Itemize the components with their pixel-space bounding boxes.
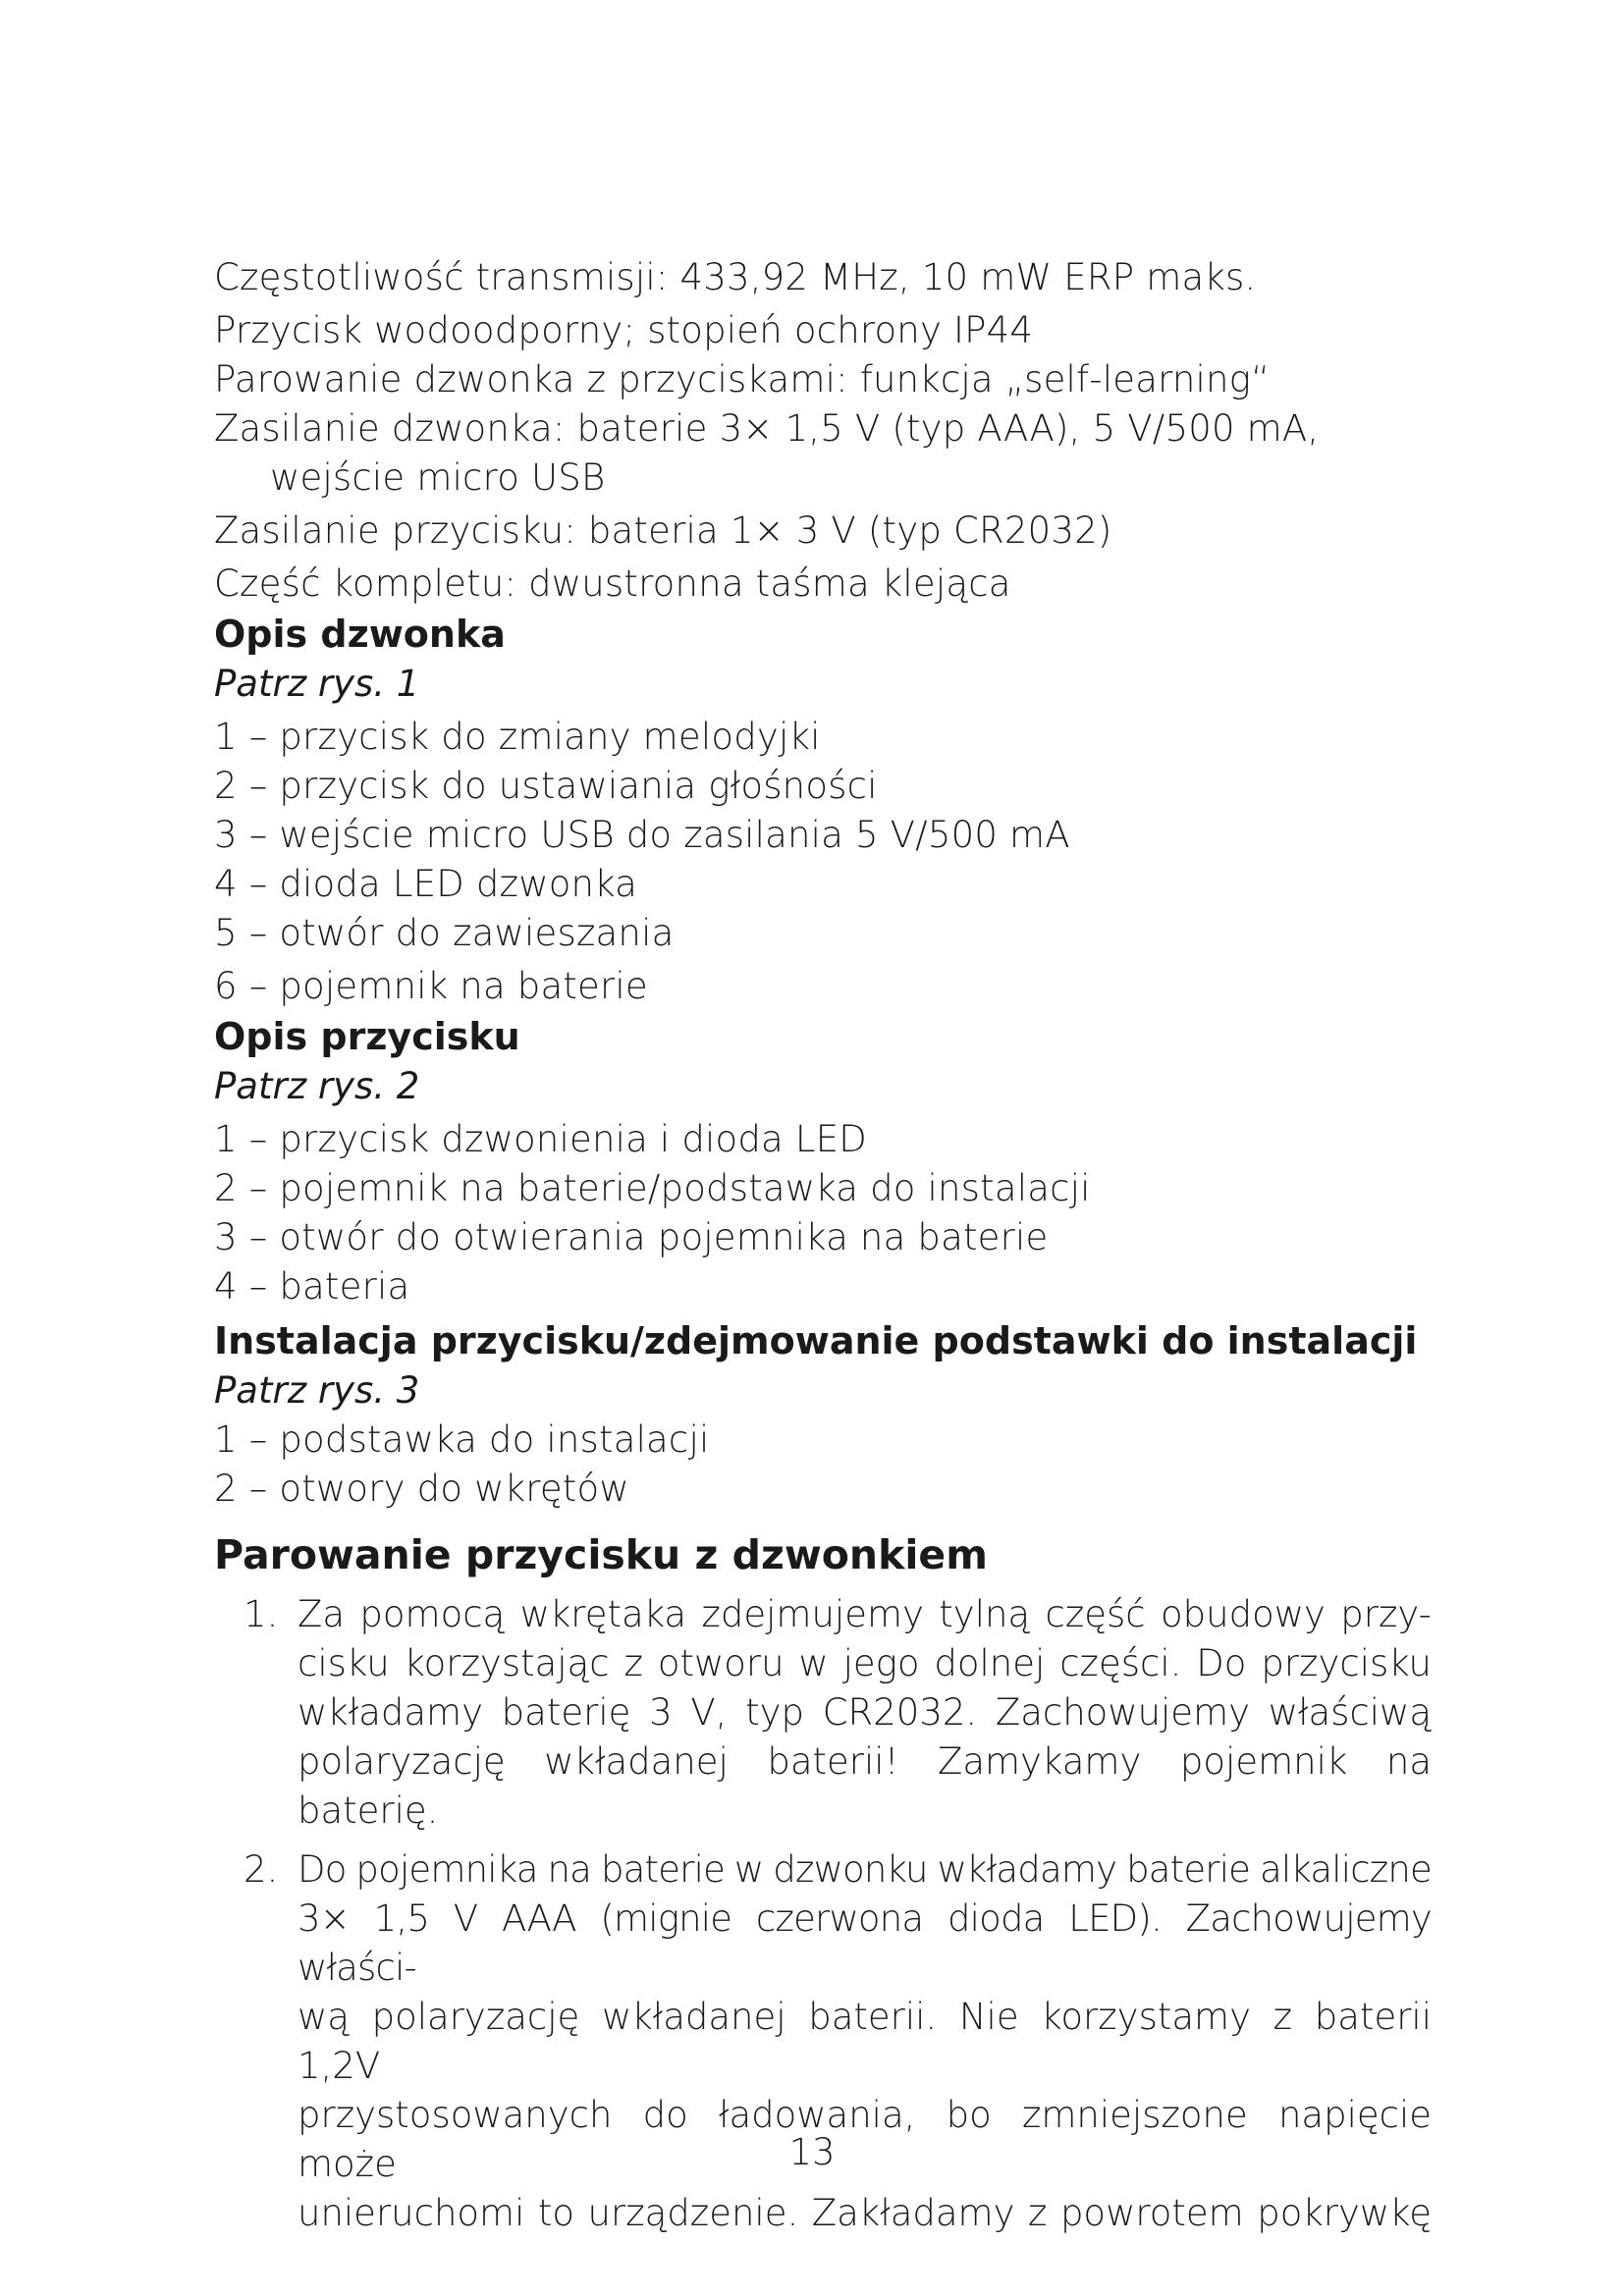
section-heading: Parowanie przycisku z dzwonkiem xyxy=(214,1531,988,1578)
step-line: wą polaryzację wkładanej baterii. Nie korzystamy z baterii 1,2V xyxy=(298,1996,1432,2087)
section-heading: Instalacja przycisku/zdejmowanie podstawki do instalacji xyxy=(214,1319,1418,1362)
list-item: 5 – otwór do zawieszania xyxy=(214,912,675,954)
list-item: 2 – otwory do wkrętów xyxy=(214,1468,629,1510)
step-number: 1. xyxy=(244,1593,279,1635)
page-content xyxy=(214,253,1432,2238)
spec-line: Parowanie dzwonka z przyciskami: funkcja „self-learning“ xyxy=(214,358,1271,400)
step-item xyxy=(214,1590,1432,1836)
list-item: 1 – podstawka do instalacji xyxy=(214,1418,710,1461)
step-line: wkładamy baterię 3 V, typ CR2032. Zachowujemy właściwą xyxy=(298,1691,1432,1734)
page-number: 13 xyxy=(788,2131,836,2173)
spec-line: Częstotliwość transmisji: 433,92 MHz, 10 mW ERP maks. xyxy=(214,256,1257,298)
step-line: przystosowanych do ładowania, bo zmniejszone napięcie może xyxy=(298,2094,1432,2185)
list-item: 6 – pojemnik na baterie xyxy=(214,965,648,1007)
specs-list xyxy=(214,253,1432,609)
figure-reference: Patrz rys. 2 xyxy=(214,1065,420,1107)
step-number: 2. xyxy=(244,1848,279,1891)
step-line: Za pomocą wkrętaka zdejmujemy tylną część obudowy przy- xyxy=(298,1593,1432,1635)
step-line: unieruchomi to urządzenie. Zakładamy z powrotem pokrywkę xyxy=(298,2192,1432,2234)
list-item: 1 – przycisk do zmiany melodyjki xyxy=(214,716,821,758)
step-item xyxy=(214,1845,1432,2238)
list-item: 4 – bateria xyxy=(214,1265,410,1308)
section-heading: Opis dzwonka xyxy=(214,613,506,656)
spec-line: Zasilanie dzwonka: baterie 3× 1,5 V (typ AAA), 5 V/500 mA, xyxy=(214,407,1320,450)
list-item: 2 – przycisk do ustawiania głośności xyxy=(214,765,878,807)
step-line: cisku korzystając z otworu w jego dolnej części. Do przycisku xyxy=(298,1642,1432,1684)
figure-reference: Patrz rys. 1 xyxy=(214,663,420,705)
spec-line: Przycisk wodoodporny; stopień ochrony IP44 xyxy=(214,309,1034,351)
spec-line: Zasilanie przycisku: bateria 1× 3 V (typ CR2032) xyxy=(214,509,1112,552)
bell-section xyxy=(214,609,1432,1011)
step-line: Do pojemnika na baterie w dzwonku wkładamy baterie alkaliczne xyxy=(298,1848,1432,1891)
install-section xyxy=(214,1315,1432,1514)
spec-line: Część kompletu: dwustronna taśma klejąca xyxy=(214,562,1011,605)
list-item: 3 – otwór do otwierania pojemnika na baterie xyxy=(214,1216,1049,1258)
list-item: 1 – przycisk dzwonienia i dioda LED xyxy=(214,1118,867,1160)
step-line: polaryzację wkładanej baterii! Zamykamy pojemnik na baterię. xyxy=(298,1740,1432,1832)
list-item: 2 – pojemnik na baterie/podstawka do instalacji xyxy=(214,1167,1091,1209)
button-section xyxy=(214,1011,1432,1311)
section-heading: Opis przycisku xyxy=(214,1015,520,1058)
figure-reference: Patrz rys. 3 xyxy=(214,1369,420,1412)
list-item: 3 – wejście micro USB do zasilania 5 V/500 mA xyxy=(214,814,1070,856)
step-line: 3× 1,5 V AAA (mignie czerwona dioda LED). Zachowujemy właści- xyxy=(298,1897,1432,1989)
spec-line-continued: wejście micro USB xyxy=(270,456,606,499)
list-item: 4 – dioda LED dzwonka xyxy=(214,863,638,905)
